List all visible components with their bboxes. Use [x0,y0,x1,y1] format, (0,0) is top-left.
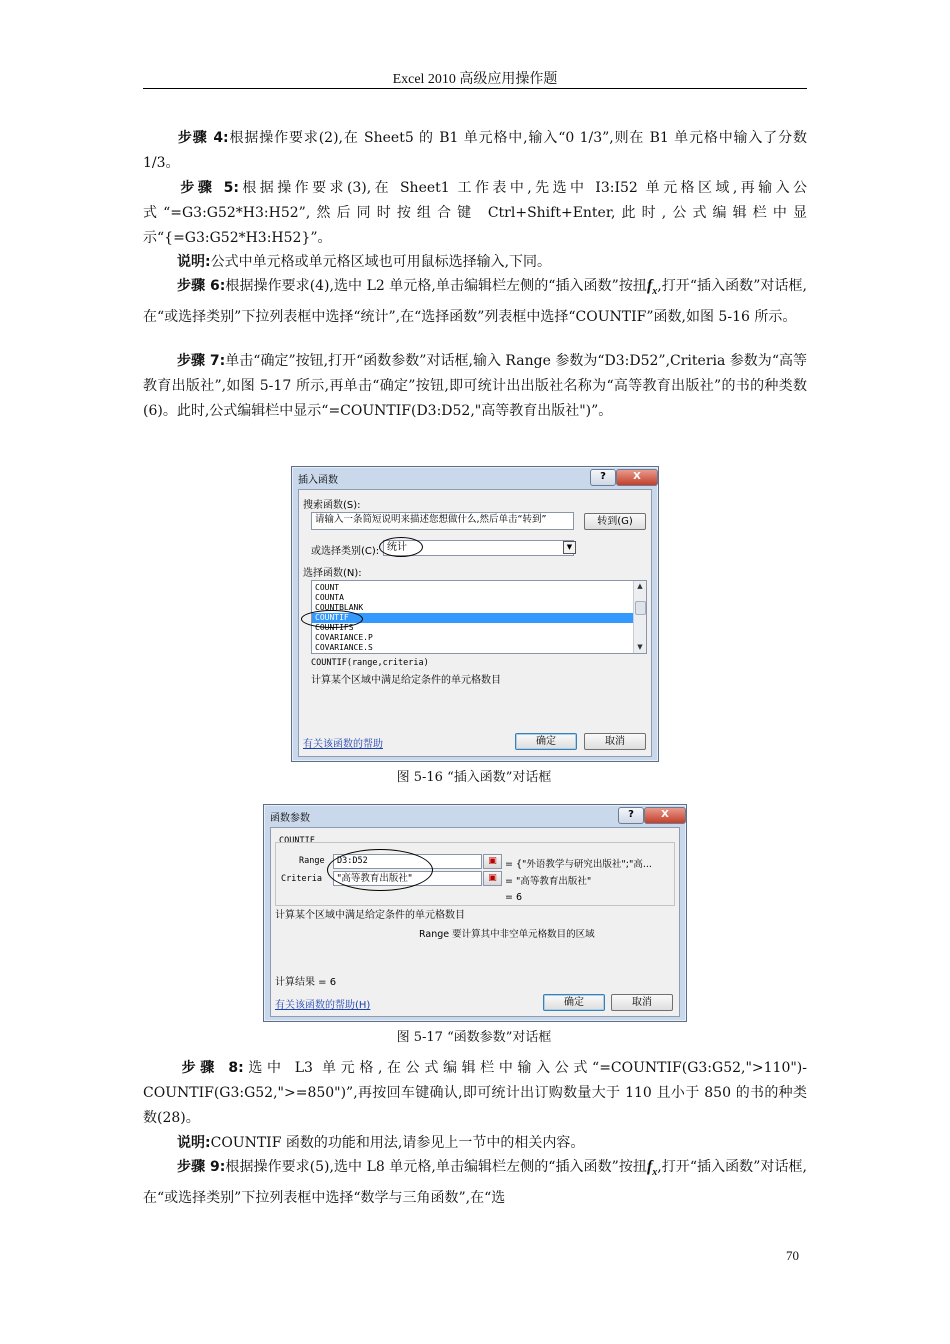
figure-caption: 图 5-17 “函数参数”对话框 [396,1030,552,1045]
paragraph-text: 根据操作要求(4),选中 L2 单元格,单击编辑栏左侧的“插入函数”按扭 [225,278,647,294]
step-label: 步骤 6: [177,278,226,294]
chevron-down-icon[interactable]: ▼ [563,541,576,554]
list-item[interactable]: COUNTBLANK [315,603,364,612]
help-link[interactable]: 有关该函数的帮助 [303,739,383,750]
dialog-title: 函数参数 [270,813,310,824]
range-result: = {"外语教学与研究出版社";"高... [505,859,652,870]
paragraph-note1 [143,250,807,275]
list-item[interactable]: COUNTIFS [315,623,354,632]
header-rule [143,88,807,89]
goto-button[interactable]: 转到(G) [584,513,646,530]
paragraph-step4 [143,126,807,176]
range-picker-icon[interactable]: ▣ [483,854,502,869]
paragraph-text: 根据操作要求(5),选中 L8 单元格,单击编辑栏左侧的“插入函数”按扭 [225,1159,647,1175]
paragraph-step6 [143,274,807,330]
criteria-picker-icon[interactable]: ▣ [483,871,502,886]
step-label: 步骤 9: [177,1159,226,1175]
category-label: 或选择类别(C): [311,546,380,557]
dialog-title: 插入函数 [298,475,338,486]
paragraph-step5 [143,176,807,250]
criteria-result: = "高等教育出版社" [505,876,592,887]
fx-icon: $f_x$ [646,277,658,298]
page-header: Excel 2010 高级应用操作题 [392,72,558,87]
note-label: 说明: [177,254,211,270]
range-label: Range [299,856,325,866]
step-label: 步骤 7: [177,353,226,369]
cancel-button[interactable]: 取消 [611,994,673,1011]
function-arguments-dialog [263,804,687,1022]
insert-function-dialog [291,466,659,762]
list-item-selected[interactable]: COUNTIF [312,613,646,623]
step-label: 步骤 8: [177,1060,244,1076]
scroll-thumb[interactable] [635,601,646,615]
highlight-oval [327,849,433,891]
criteria-input[interactable]: "高等教育出版社" [333,871,482,886]
ok-button[interactable]: 确定 [515,733,577,750]
paragraph-step9 [143,1155,807,1211]
select-function-label: 选择函数(N): [303,568,362,579]
paragraph-step8 [143,1056,807,1130]
paragraph-step7 [143,349,807,423]
list-item[interactable]: COUNTA [315,593,344,602]
dialog-body [298,489,652,757]
figure-caption: 图 5-16 “插入函数”对话框 [396,770,552,785]
list-item[interactable]: COUNT [315,583,340,592]
calc-result: 计算结果 = 6 [275,977,337,988]
total-result: = 6 [505,892,523,903]
paragraph-note2 [143,1131,807,1156]
argument-help: Range 要计算其中非空单元格数目的区域 [419,929,595,940]
paragraph-text: 选中 L3 单元格,在公式编辑栏中输入公式“=COUNTIF(G3:G52,">110")-COUNTIF(G3:G52,">=850")”,再按回车键确认,即可统计出订购数量大于 110 且小于 850 的书的种类数(28)。 [143,1060,807,1126]
search-input[interactable]: 请输入一条简短说明来描述您想做什么,然后单击“转到” [311,512,574,530]
category-select[interactable]: 统计 [383,540,574,556]
highlight-oval [379,537,423,557]
close-button[interactable]: X [644,807,686,824]
fx-icon: $f_x$ [646,1158,658,1179]
note-label: 说明: [177,1135,211,1151]
paragraph-text: 单击“确定”按钮,打开“函数参数”对话框,输入 Range 参数为“D3:D52”,Criteria 参数为“高等教育出版社”,如图 5-17 所示,再单击“确定”按钮,即可统计出出版社名称为“高等教育出版社”的书的种类数(6)。此时,公式编辑栏中显示“=COUNTIF(D3:D52,"高等教育出版社")”。 [143,353,807,419]
paragraph-text: ,打开“插入函数”对话框,在“或选择类别”下拉列表框中选择“数学与三角函数”,在“选 [143,1159,807,1206]
list-item[interactable]: COVARIANCE.S [315,643,373,652]
paragraph-text: COUNTIF 函数的功能和用法,请参见上一节中的相关内容。 [210,1135,585,1151]
function-description: 计算某个区域中满足给定条件的单元格数目 [311,675,501,686]
function-signature: COUNTIF(range,criteria) [311,658,429,668]
paragraph-text: 根据操作要求(3),在 Sheet1 工作表中,先选中 I3:I52 单元格区域,再输入公式“=G3:G52*H3:H52”,然后同时按组合键 Ctrl+Shift+Enter,此时,公式编辑栏中显示“{=G3:G52*H3:H52}”。 [143,180,807,246]
ok-button[interactable]: 确定 [543,994,605,1011]
help-button[interactable]: ? [590,469,616,486]
dialog-body [270,827,680,1017]
scroll-down-icon[interactable]: ▼ [637,643,643,651]
paragraph-text: 根据操作要求(2),在 Sheet5 的 B1 单元格中,输入“0 1/3”,则在 B1 单元格中输入了分数 1/3。 [143,130,808,171]
page-number: 70 [786,1248,799,1263]
range-input[interactable]: D3:D52 [333,854,482,869]
search-label: 搜索函数(S): [303,500,361,511]
list-item[interactable]: COVARIANCE.P [315,633,373,642]
highlight-oval [301,610,363,628]
list-scrollbar[interactable] [633,581,646,653]
function-description: 计算某个区域中满足给定条件的单元格数目 [275,910,465,921]
paragraph-text: 公式中单元格或单元格区域也可用鼠标选择输入,下同。 [210,254,552,270]
criteria-label: Criteria [281,874,322,884]
step-label: 步骤 4: [177,130,229,146]
paragraph-text: ,打开“插入函数”对话框,在“或选择类别”下拉列表框中选择“统计”,在“选择函数”列表框中选择“COUNTIF”函数,如图 5-16 所示。 [143,278,807,325]
close-button[interactable]: X [616,469,658,486]
scroll-up-icon[interactable]: ▲ [637,582,643,590]
step-label: 步骤 5: [177,180,239,196]
help-button[interactable]: ? [618,807,644,824]
help-link[interactable]: 有关该函数的帮助(H) [275,1000,371,1011]
cancel-button[interactable]: 取消 [584,733,646,750]
function-name: COUNTIF [279,836,315,846]
